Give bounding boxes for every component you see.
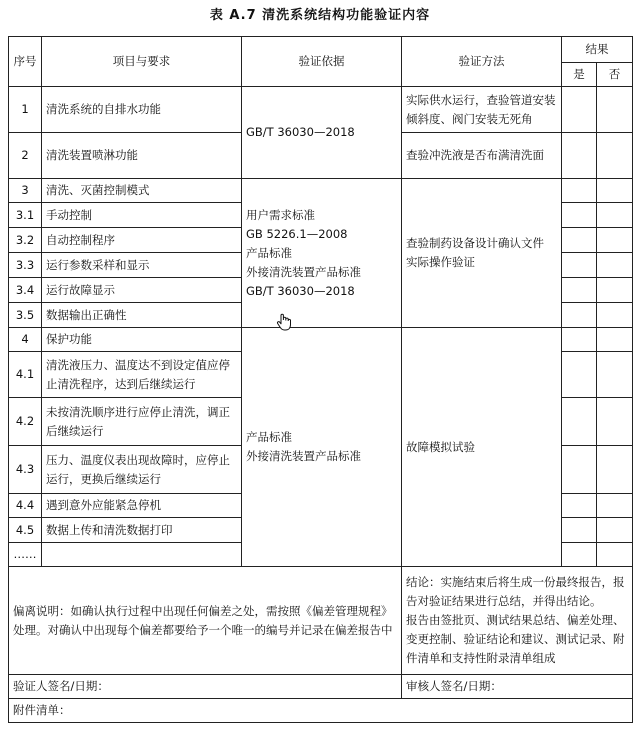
deviation-note: 偏离说明：如确认执行过程中出现任何偏差之处，需按照《偏差管理规程》处理。对确认中出现每个偏差都要给予一个唯一的编号并记录在偏差报告中 (9, 567, 402, 675)
basis-line: 外接清洗装置产品标准 (246, 449, 361, 463)
result-no-cell[interactable] (597, 228, 633, 253)
header-item: 项目与要求 (42, 37, 242, 87)
method-line: 查验制药设备设计确认文件 (406, 236, 544, 250)
result-yes-cell[interactable] (562, 133, 597, 179)
row-item: 数据输出正确性 (42, 303, 242, 328)
header-result: 结果 (562, 37, 633, 63)
row-no: 3.5 (9, 303, 42, 328)
result-no-cell[interactable] (597, 203, 633, 228)
result-yes-cell[interactable] (562, 446, 597, 494)
result-no-cell[interactable] (597, 328, 633, 352)
result-no-cell[interactable] (597, 133, 633, 179)
result-yes-cell[interactable] (562, 352, 597, 398)
row-item: 清洗液压力、温度达不到设定值应停止清洗程序，达到后继续运行 (42, 352, 242, 398)
result-yes-cell[interactable] (562, 87, 597, 133)
result-yes-cell[interactable] (562, 179, 597, 203)
basis-group-3 (242, 328, 402, 567)
notes-row (9, 567, 633, 675)
row-no: 3 (9, 179, 42, 203)
result-no-cell[interactable] (597, 303, 633, 328)
row-item: 运行故障显示 (42, 278, 242, 303)
basis-line: GB 5226.1—2008 (246, 226, 348, 241)
header-basis: 验证依据 (242, 37, 402, 87)
result-no-cell[interactable] (597, 494, 633, 518)
method-group-2 (402, 179, 562, 328)
row-no: 4.4 (9, 494, 42, 518)
result-yes-cell[interactable] (562, 518, 597, 543)
row-item (42, 543, 242, 567)
row-no: 2 (9, 133, 42, 179)
table-row (9, 328, 633, 352)
conclusion-line: 报告由签批页、测试结果总结、偏差处理、变更控制、验证结论和建议、测试记录、附件清单和支持性附录清单组成 (406, 613, 625, 665)
result-no-cell[interactable] (597, 278, 633, 303)
row-no: 4.3 (9, 446, 42, 494)
conclusion-note (402, 567, 633, 675)
basis-line: GB/T 36030—2018 (246, 283, 355, 298)
row-no: 4.2 (9, 398, 42, 446)
header-row (9, 37, 633, 63)
row-no: 3.2 (9, 228, 42, 253)
header-yes: 是 (562, 63, 597, 87)
signature-row (9, 675, 633, 699)
result-no-cell[interactable] (597, 253, 633, 278)
row-no: 4 (9, 328, 42, 352)
row-no: 3.4 (9, 278, 42, 303)
result-yes-cell[interactable] (562, 278, 597, 303)
basis-line: 用户需求标准 (246, 207, 315, 222)
row-item: 自动控制程序 (42, 228, 242, 253)
row-item: 手动控制 (42, 203, 242, 228)
basis-group-1: GB/T 36030—2018 (242, 87, 402, 179)
result-no-cell[interactable] (597, 352, 633, 398)
row-item: 保护功能 (42, 328, 242, 352)
row-item: 清洗、灭菌控制模式 (42, 179, 242, 203)
result-no-cell[interactable] (597, 87, 633, 133)
row-method: 查验冲洗液是否布满清洗面 (402, 133, 562, 179)
row-no: 3.1 (9, 203, 42, 228)
row-item: 清洗装置喷淋功能 (42, 133, 242, 179)
attachment-list[interactable]: 附件清单： (9, 699, 633, 723)
basis-group-2 (242, 179, 402, 328)
result-yes-cell[interactable] (562, 253, 597, 278)
row-no: …… (9, 543, 42, 567)
result-yes-cell[interactable] (562, 303, 597, 328)
row-item: 清洗系统的自排水功能 (42, 87, 242, 133)
verification-table (8, 36, 633, 723)
row-no: 3.3 (9, 253, 42, 278)
row-no: 1 (9, 87, 42, 133)
header-method: 验证方法 (402, 37, 562, 87)
result-no-cell[interactable] (597, 179, 633, 203)
result-yes-cell[interactable] (562, 203, 597, 228)
result-no-cell[interactable] (597, 518, 633, 543)
result-yes-cell[interactable] (562, 494, 597, 518)
conclusion-line: 结论：实施结束后将生成一份最终报告，报告对验证结果进行总结，并得出结论。 (406, 575, 625, 608)
row-no: 4.5 (9, 518, 42, 543)
result-no-cell[interactable] (597, 398, 633, 446)
method-line: 实际操作验证 (406, 255, 475, 269)
row-item: 压力、温度仪表出现故障时，应停止运行，更换后继续运行 (42, 446, 242, 494)
result-yes-cell[interactable] (562, 228, 597, 253)
result-no-cell[interactable] (597, 446, 633, 494)
row-item: 未按清洗顺序进行应停止清洗，调正后继续运行 (42, 398, 242, 446)
result-yes-cell[interactable] (562, 328, 597, 352)
row-item: 运行参数采样和显示 (42, 253, 242, 278)
verifier-signature[interactable]: 验证人签名/日期： (9, 675, 402, 699)
basis-line: 外接清洗装置产品标准 (246, 264, 361, 279)
result-yes-cell[interactable] (562, 398, 597, 446)
table-row (9, 179, 633, 203)
header-no: 序号 (9, 37, 42, 87)
row-method: 实际供水运行，查验管道安装倾斜度、阀门安装无死角 (402, 87, 562, 133)
row-item: 数据上传和清洗数据打印 (42, 518, 242, 543)
table-row (9, 87, 633, 133)
result-yes-cell[interactable] (562, 543, 597, 567)
header-no-result: 否 (597, 63, 633, 87)
row-no: 4.1 (9, 352, 42, 398)
result-no-cell[interactable] (597, 543, 633, 567)
attachment-row (9, 699, 633, 723)
basis-line: 产品标准 (246, 245, 292, 260)
basis-line: 产品标准 (246, 430, 292, 444)
method-group-3: 故障模拟试验 (402, 328, 562, 567)
table-title: 表 A.7 清洗系统结构功能验证内容 (209, 8, 431, 23)
row-item: 遇到意外应能紧急停机 (42, 494, 242, 518)
reviewer-signature[interactable]: 审核人签名/日期： (402, 675, 633, 699)
hand-cursor-icon (276, 313, 292, 331)
